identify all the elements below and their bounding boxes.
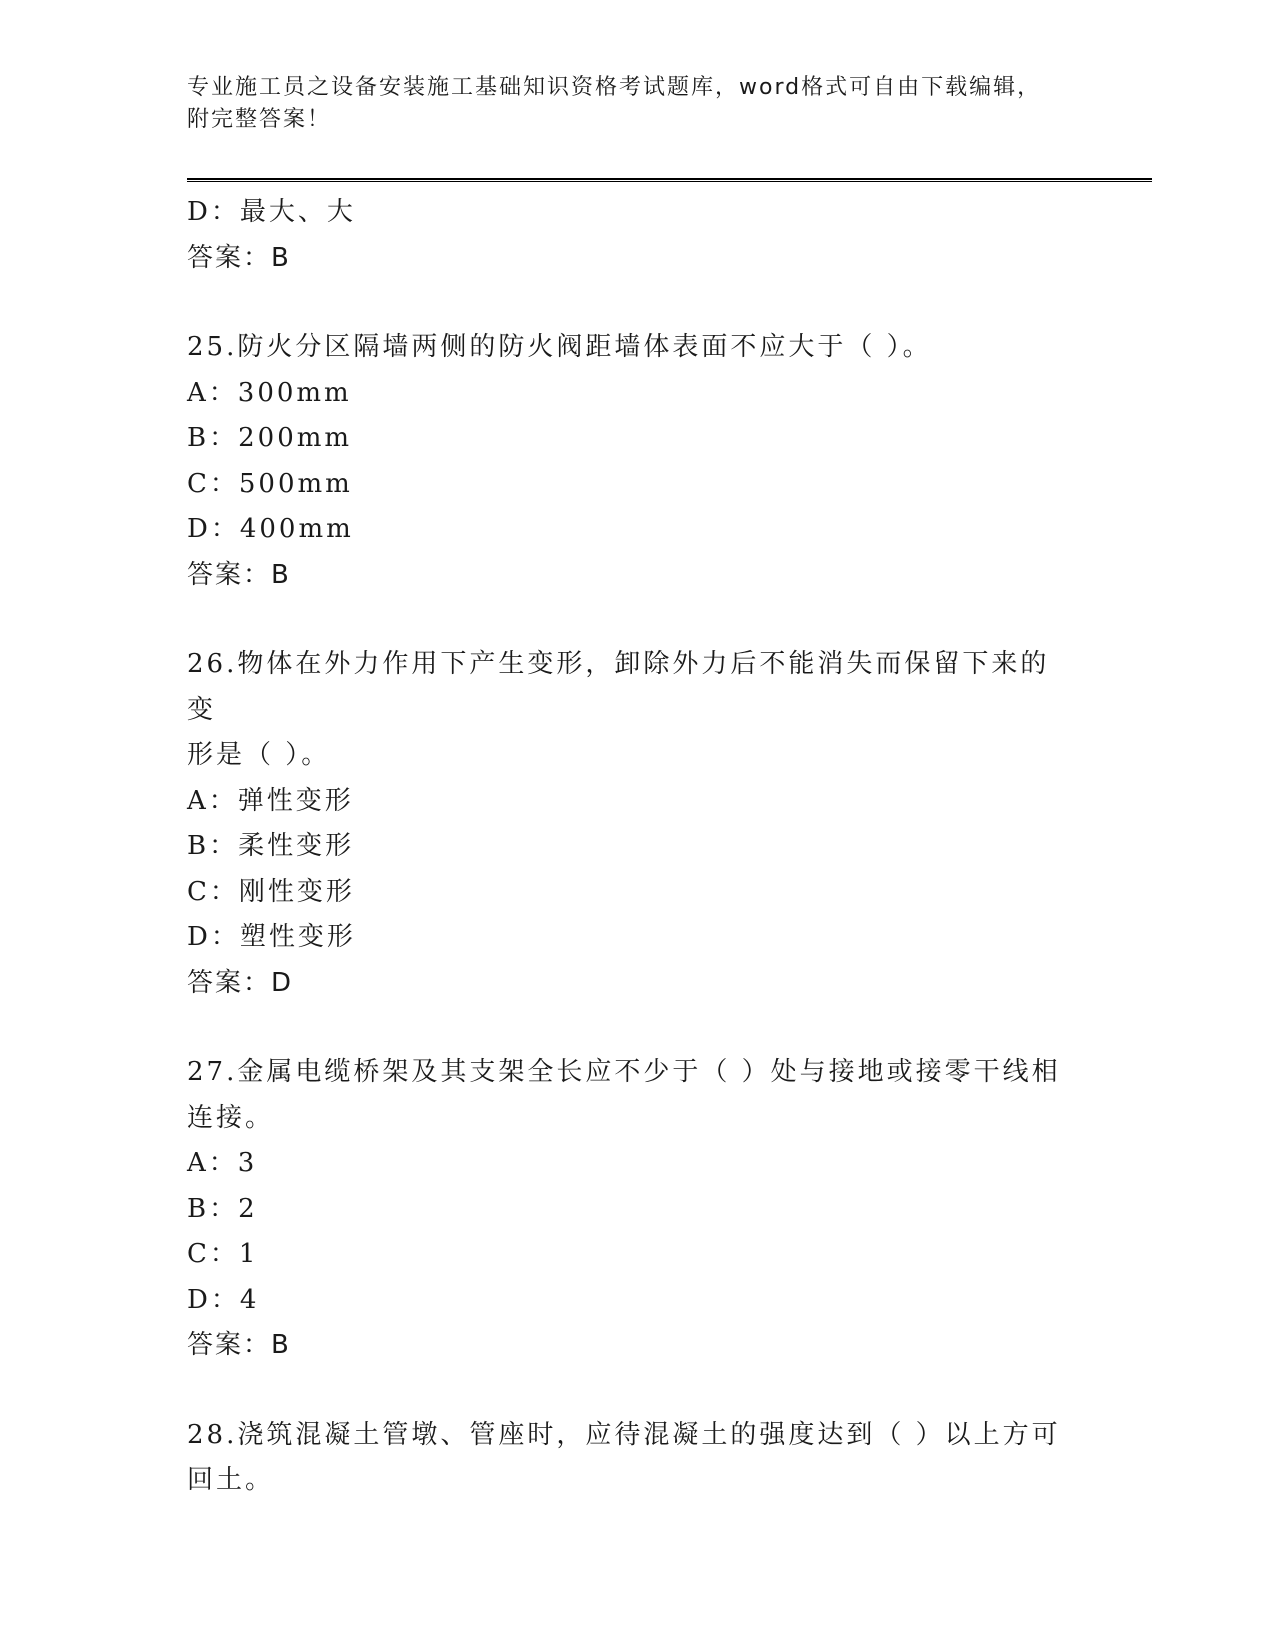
answer: 答案：B [187, 242, 291, 273]
option-b: B：柔性变形 [187, 831, 355, 861]
option-a: A：3 [187, 1148, 258, 1178]
question-stem-line-1: 27.金属电缆桥架及其支架全长应不少于（ ）处与接地或接零干线相 [187, 1057, 1061, 1087]
option-c: C：500mm [187, 468, 353, 499]
answer: 答案：B [187, 559, 291, 590]
question-stem-line-1: 28.浇筑混凝土管墩、管座时，应待混凝土的强度达到（ ）以上方可 [187, 1419, 1061, 1450]
option-c: C：1 [187, 1239, 259, 1269]
question-28 [187, 1413, 1087, 1504]
question-stem-line-2: 形是（ ）。 [187, 740, 331, 770]
answer: 答案：D [187, 967, 294, 998]
option-d: D：4 [187, 1284, 260, 1315]
option-d: D：塑性变形 [187, 922, 356, 952]
question-stem-line-2: 连接。 [187, 1102, 275, 1133]
header-line-2: 附完整答案！ [187, 107, 332, 132]
option-d: D：最大、大 [187, 197, 356, 227]
option-a: A：300mm [187, 377, 352, 408]
option-c: C：刚性变形 [187, 876, 355, 907]
option-a: A：弹性变形 [187, 785, 354, 816]
previous-question-tail [187, 190, 1087, 281]
answer: 答案：B [187, 1330, 291, 1360]
question-stem-line-1: 26.物体在外力作用下产生变形，卸除外力后不能消失而保留下来的变 [187, 649, 1050, 725]
option-b: B：200mm [187, 423, 353, 453]
document-body [187, 190, 1087, 1504]
option-b: B：2 [187, 1193, 258, 1224]
question-26 [187, 642, 1087, 1006]
question-stem: 25.防火分区隔墙两侧的防火阀距墙体表面不应大于（ ）。 [187, 332, 932, 362]
header-line-1: 专业施工员之设备安装施工基础知识资格考试题库，word格式可自由下载编辑， [187, 75, 1042, 100]
question-stem-line-2: 回土。 [187, 1465, 275, 1495]
question-27 [187, 1050, 1087, 1369]
page-header [187, 72, 1087, 136]
question-25 [187, 325, 1087, 598]
option-d: D：400mm [187, 514, 354, 544]
header-divider [187, 178, 1152, 182]
